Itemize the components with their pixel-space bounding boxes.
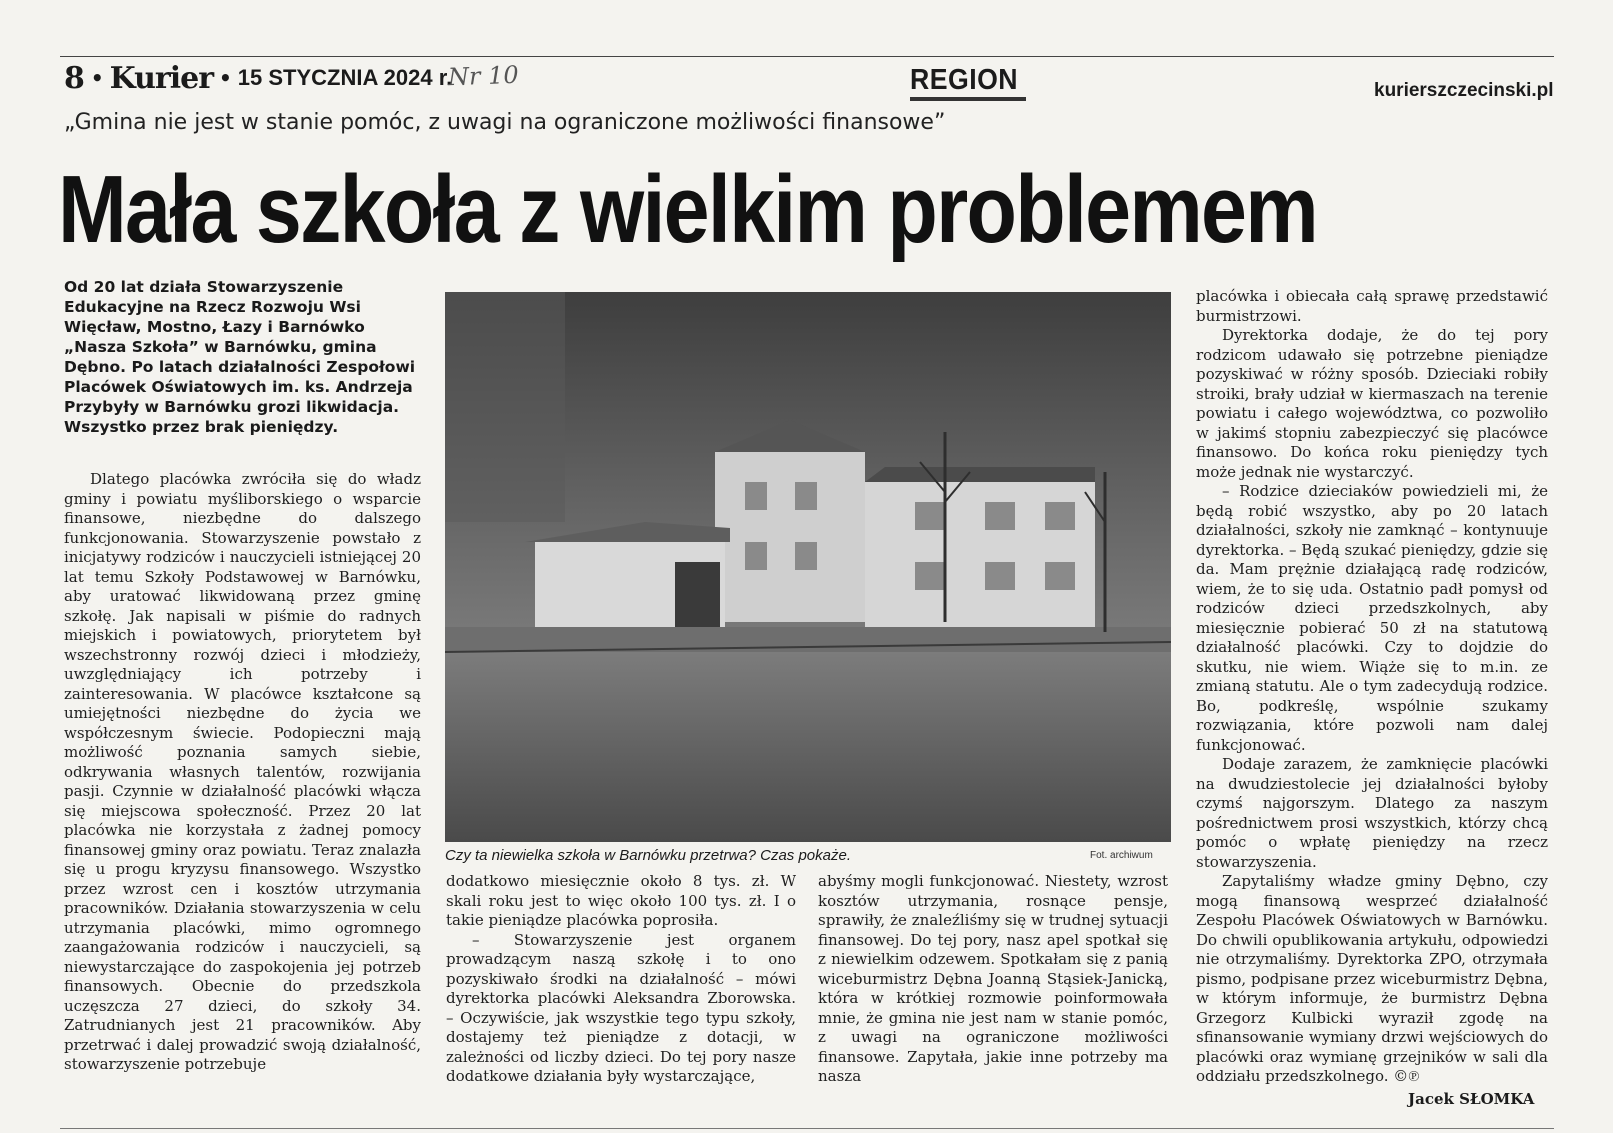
photo-credit: Fot. archiwum [1090,850,1153,861]
paragraph: – Stowarzyszenie jest organem prowadzącym naszą szkołę i to ono pozyskiwało środki na działalność – mówi dyrektorka placówki Aleksandra Zborowska. – Oczywiście, jak wszystkie tego typu szkoły, dostajemy też pieniądze z dotacji, w zależności od liczby dzieci. Do tej pory nasze dodatkowe działania były wystarczające, [446,930,796,1085]
article-column-3 [818,872,1168,1087]
article-headline: Mała szkoła z wielkim problemem [58,156,1317,263]
photo-caption: Czy ta niewielka szkoła w Barnówku przetrwa? Czas pokaże. [445,847,852,864]
paper-name: Kurier [109,60,213,96]
article-lead: Od 20 lat działa Stowarzyszenie Edukacyjne na Rzecz Rozwoju Wsi Więcław, Mostno, Łazy i Barnówko „Nasza Szkoła” w Barnówku, gmina Dębno. Po latach działalności Zespołowi Placówek Oświatowych im. ks. Andrzeja Przybyły w Barnówku grozi likwidacja. Wszystko przez brak pieniędzy. [64,278,416,436]
website-link[interactable]: kurierszczecinski.pl [1374,80,1554,101]
masthead [64,58,452,98]
article-column-4 [1196,287,1548,1087]
article-column-2 [446,872,796,1087]
paragraph: Zapytaliśmy władze gminy Dębno, czy mogą finansową wesprzeć działalność Zespołu Placówek Oświatowych w Barnówku. Do chwili opublikowania artykułu, odpowiedzi nie otrzymaliśmy. Dyrektorka ZPO, otrzymała pismo, podpisane przez wiceburmistrz Dębna, w którym informuje, że burmistrz Dębna Grzegorz Kulbicki wyraził zgodę na sfinansowanie wymiany drzwi wejściowych do placówki oraz wymianę grzejników w sali dla oddziału przedszkolnego. ©℗ [1196,872,1548,1085]
article-kicker: „Gmina nie jest w stanie pomóc, z uwagi na ograniczone możliwości finansowe” [64,110,946,135]
paragraph: Dyrektorka dodaje, że do tej pory rodzicom udawało się potrzebne pieniądze pozyskiwać w różny sposób. Dzieciaki robiły stroiki, brały udział w kiermaszach na terenie powiatu i całego województwa, co pozwoliło w jakimś stopniu zabezpieczyć się placówce finansowo. Do końca roku pieniędzy tych może jednak nie wystarczyć. [1196,326,1548,481]
article-column-1 [64,470,421,1075]
paragraph: dodatkowo miesięcznie około 8 tys. zł. W skali roku jest to więc około 100 tys. zł. I o takie pieniądze placówka poprosiła. [446,872,796,929]
header-rule [60,56,1554,57]
masthead-separator-2: • [219,66,232,90]
page-number: 8 [64,60,85,96]
section-label: REGION [910,64,1019,96]
paragraph: abyśmy mogli funkcjonować. Niestety, wzrost kosztów utrzymania, rosnące pensje, sprawiły, że znaleźliśmy się w trudnej sytuacji finansowej. Do tej pory, nasz apel spotkał się z niewielkim odzewem. Spotkałam się z panią wiceburmistrz Dębna Joanną Stąsiek-Janicką, która w krótkiej rozmowie poinformowała mnie, że gmina nie jest nam w stanie pomóc, z uwagi na ograniczone możliwości finansowe. Zapytała, jakie inne potrzeby ma nasza [818,872,1168,1085]
paragraph: placówka i obiecała całą sprawę przedstawić burmistrzowi. [1196,287,1548,325]
paragraph: Dodaje zarazem, że zamknięcie placówki na dwudziestolecie jej działalności byłoby czymś najgorszym. Dlatego za naszym pośrednictwem prosi wszystkich, którzy chcą pomóc o wpłatę pieniędzy na rzecz stowarzyszenia. [1196,755,1548,871]
footer-rule [60,1128,1554,1129]
issue-date: 15 STYCZNIA 2024 r. [237,65,453,90]
article-author: Jacek SŁOMKA [1408,1090,1535,1108]
masthead-separator: • [90,66,104,90]
paragraph: – Rodzice dzieciaków powiedzieli mi, że będą robić wszystko, aby po 20 latach działalności, szkoły nie zamknąć – kontynuuje dyrektorka. – Będą szukać pieniędzy, gdzie się da. Mam prężnie działającą radę rodziców, wiem, że to się uda. Ostatnio padł pomysł od rodziców dzieci przedszkolnych, aby miesięcznie pobierać 50 zł na statutową działalność placówki. Czy to dojdzie do skutku, nie wiem. Wiąże się to m.in. ze zmianą statutu. Ale o tym zadecydują rodzice. Bo, podkreślę, wspólnie szukamy rozwiązania, które pozwoli nam dalej funkcjonować. [1196,482,1549,754]
paragraph: Dlatego placówka zwróciła się do władz gminy i powiatu myśliborskiego o wsparcie finansowe, niezbędne do dalszego funkcjonowania. Stowarzyszenie powstało z inicjatywy rodziców i nauczycieli istniejącej 20 lat temu Szkoły Podstawowej w Barnówku, aby uratować likwidowaną przez gminę szkołę. Jak napisali w piśmie do radnych miejskich i powiatowych, priorytetem był wszechstronny rozwój dzieci i młodzieży, uwzględniający ich potrzeby i zainteresowania. W placówce kształcone są umiejętności niezbędne do życia we współczesnym świecie. Podopieczni mają możliwość poznania samych siebie, odkrywania własnych talentów, rozwijania pasji. Czynnie w działalność placówki włącza się miejscowa społeczność. Przez 20 lat placówka nie korzystała z żadnej pomocy finansowej gminy oraz powiatu. Teraz znalazła się u progu kryzysu finansowego. Wszystko przez wzrost cen i kosztów utrzymania pracowników. Działania stowarzyszenia w celu utrzymania placówki, mimo ogromnego zaangażowania rodziców i nauczycieli, są niewystarczające do zaspokojenia jej potrzeb finansowych. Obecnie do przedszkola uczęszcza 27 dzieci, do szkoły 34. Zatrudnianych jest 21 pracowników. Aby przetrwać i dalej prowadzić swoją działalność, stowarzyszenie potrzebuje [64,470,421,1073]
section-underline [910,97,1026,101]
handwritten-issue-note: Nr 10 [447,60,520,92]
school-photo [445,292,1171,842]
